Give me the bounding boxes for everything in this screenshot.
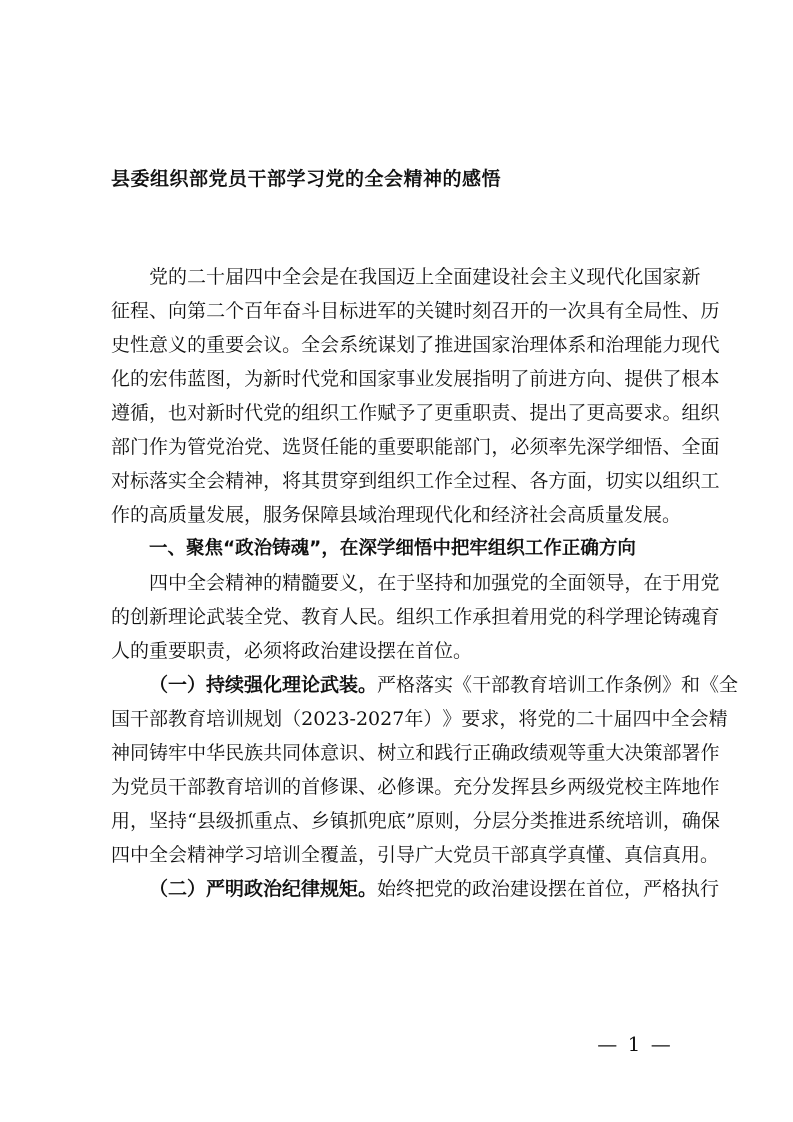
text-line: 对 标 落 实 全 会 精 神 ， 将 其 贯 穿 到 组 织 工 作 全 过 程 、 各 方 面 ， 切 实 以 组 织 工	[111, 470, 720, 492]
text-line	[111, 872, 720, 906]
text-line: 神 同 铸 牢 中 华 民 族 共 同 体 意 识 、 树 立 和 践 行 正 确 政 绩 观 等 重 大 决 策 部 署 作	[111, 742, 720, 764]
document-title: 县委组织部党员干部学习党的全会精神的感悟	[111, 168, 502, 190]
sub-point-label: （一）持续强化理论武装。	[149, 674, 378, 696]
intro-paragraph	[111, 260, 720, 532]
text-line: 党 的 二 十 届 四 中 全 会 是 在 我 国 迈 上 全 面 建 设 社 会 主 义 现 代 化 国 家 新	[149, 266, 701, 288]
text-line: 人的重要职责，必须将政治建设摆在首位。	[111, 640, 473, 662]
section-heading: 一、聚焦“政治铸魂”，在深学细悟中把牢组织工作正确方向	[149, 538, 636, 559]
text-line: 征 程 、 向 第 二 个 百 年 奋 斗 目 标 进 军 的 关 键 时 刻 召 开 的 一 次 具 有 全 局 性 、 历	[111, 300, 720, 322]
text-line: 四中全会精神学习培训全覆盖，引导广大党员干部真学真懂、真信真用。	[111, 844, 720, 866]
sub-point-paragraph	[111, 872, 720, 906]
text-line	[111, 668, 739, 702]
text-line: 国 干 部 教 育 培 训 规 划 （ 2 0 2 3 - 2 0 2 7 年 ） 》 要 求 ， 将 党 的 二 十 届 四 中 全 会 精	[111, 708, 728, 730]
text-line: 四 中 全 会 精 神 的 精 髓 要 义 ， 在 于 坚 持 和 加 强 党 的 全 面 领 导 ， 在 于 用 党	[149, 572, 720, 594]
text-line: 的 创 新 理 论 武 装 全 党 、 教 育 人 民 。 组 织 工 作 承 担 着 用 党 的 科 学 理 论 铸 魂 育	[111, 606, 720, 628]
sub-point-text: 始终把党的政治建设摆在首位，严格执行	[377, 878, 720, 900]
page-number: — 1 —	[597, 1032, 673, 1056]
text-line: 作的高质量发展，服务保障县域治理现代化和经济社会高质量发展。	[111, 504, 682, 526]
text-line: 用 ， 坚 持 “ 县 级 抓 重 点 、 乡 镇 抓 兜 底 ” 原 则 ， 分 层 分 类 推 进 系 统 培 训 ， 确 保	[111, 810, 720, 832]
sub-point-paragraph	[111, 668, 739, 872]
text-line: 为 党 员 干 部 教 育 培 训 的 首 修 课 、 必 修 课 。 充 分 发 挥 县 乡 两 级 党 校 主 阵 地 作	[111, 776, 720, 798]
text-line: 遵 循 ， 也 对 新 时 代 党 的 组 织 工 作 赋 予 了 更 重 职 责 、 提 出 了 更 高 要 求 。 组 织	[111, 402, 720, 424]
text-line: 部 门 作 为 管 党 治 党 、 选 贤 任 能 的 重 要 职 能 部 门 ， 必 须 率 先 深 学 细 悟 、 全 面	[111, 436, 720, 458]
sub-point-text: 严格落实《干部教育培训工作条例》和《全	[377, 674, 739, 696]
section-paragraph	[111, 566, 720, 668]
text-line: 史 性 意 义 的 重 要 会 议 。 全 会 系 统 谋 划 了 推 进 国 家 治 理 体 系 和 治 理 能 力 现 代	[111, 334, 720, 356]
sub-point-label: （二）严明政治纪律规矩。	[149, 878, 378, 900]
text-line: 化 的 宏 伟 蓝 图 ， 为 新 时 代 党 和 国 家 事 业 发 展 指 明 了 前 进 方 向 、 提 供 了 根 本	[111, 368, 720, 390]
document-body	[111, 260, 739, 906]
